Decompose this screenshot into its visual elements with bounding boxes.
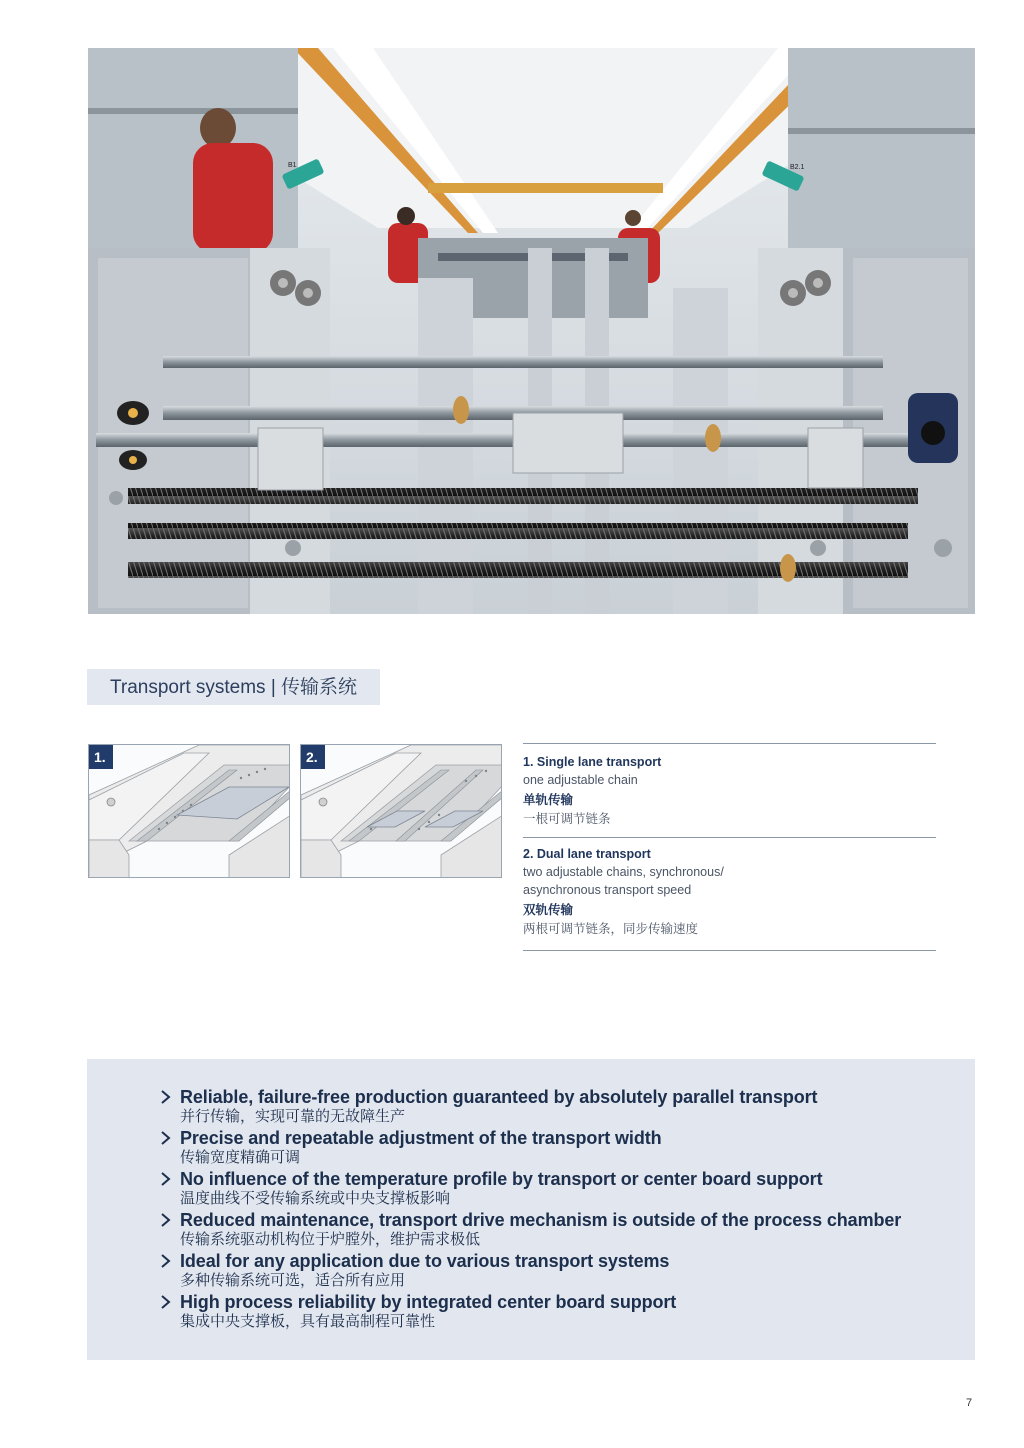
page-number: 7 bbox=[966, 1397, 973, 1409]
chevron-right-icon bbox=[159, 1170, 173, 1188]
single-lane-description bbox=[523, 753, 936, 828]
section-title: Transport systems | 传输系统 bbox=[87, 669, 380, 705]
dual-lane-description bbox=[523, 845, 936, 938]
chevron-right-icon bbox=[159, 1252, 173, 1270]
dual-lane-title: 2. Dual lane transport bbox=[523, 847, 651, 861]
divider bbox=[523, 950, 936, 951]
dual-lane-text-cn: 两根可调节链条，同步传输速度 bbox=[523, 922, 699, 936]
dual-lane-title-cn: 双轨传输 bbox=[523, 903, 574, 917]
single-lane-text: one adjustable chain bbox=[523, 773, 638, 787]
single-lane-text-cn: 一根可调节链条 bbox=[523, 812, 611, 826]
single-lane-title: 1. Single lane transport bbox=[523, 755, 662, 769]
benefit-text-cn: 温度曲线不受传输系统或中央支撑板影响 bbox=[180, 1190, 451, 1207]
chevron-right-icon bbox=[159, 1088, 173, 1106]
single-lane-title-cn: 单轨传输 bbox=[523, 793, 574, 807]
benefit-text: Reduced maintenance, transport drive mechanism is outside of the process chamber bbox=[180, 1210, 902, 1230]
divider bbox=[523, 743, 936, 744]
single-lane-illustration bbox=[89, 745, 290, 878]
sensor-label-b2: B2.1 bbox=[790, 164, 805, 171]
benefit-text: Ideal for any application due to various transport systems bbox=[180, 1251, 670, 1271]
diagram-number-badge: 1. bbox=[89, 745, 113, 769]
benefit-text-cn: 传输系统驱动机构位于炉膛外，维护需求极低 bbox=[180, 1231, 481, 1248]
sensor-label-b1: B1 bbox=[288, 162, 297, 169]
dual-lane-text-line2: asynchronous transport speed bbox=[523, 883, 692, 897]
chevron-right-icon bbox=[159, 1211, 173, 1229]
benefit-text-cn: 并行传输，实现可靠的无故障生产 bbox=[180, 1108, 406, 1125]
benefit-text: High process reliability by integrated center board support bbox=[180, 1292, 677, 1312]
benefit-text: Reliable, failure-free production guaranteed by absolutely parallel transport bbox=[180, 1087, 818, 1107]
hero-machine-photo bbox=[88, 48, 975, 614]
benefit-text: No influence of the temperature profile by transport or center board support bbox=[180, 1169, 823, 1189]
benefits-box bbox=[87, 1059, 975, 1360]
diagram-number-badge: 2. bbox=[301, 745, 325, 769]
benefit-text-cn: 多种传输系统可选，适合所有应用 bbox=[180, 1272, 406, 1289]
benefit-text-cn: 传输宽度精确可调 bbox=[180, 1149, 301, 1166]
dual-lane-illustration bbox=[301, 745, 502, 878]
divider bbox=[523, 837, 936, 838]
benefit-text-cn: 集成中央支撑板，具有最高制程可靠性 bbox=[180, 1313, 436, 1330]
dual-lane-diagram bbox=[300, 744, 502, 878]
benefit-text: Precise and repeatable adjustment of the transport width bbox=[180, 1128, 662, 1148]
dual-lane-text-line1: two adjustable chains, synchronous/ bbox=[523, 865, 724, 879]
single-lane-diagram bbox=[88, 744, 290, 878]
chevron-right-icon bbox=[159, 1293, 173, 1311]
chevron-right-icon bbox=[159, 1129, 173, 1147]
